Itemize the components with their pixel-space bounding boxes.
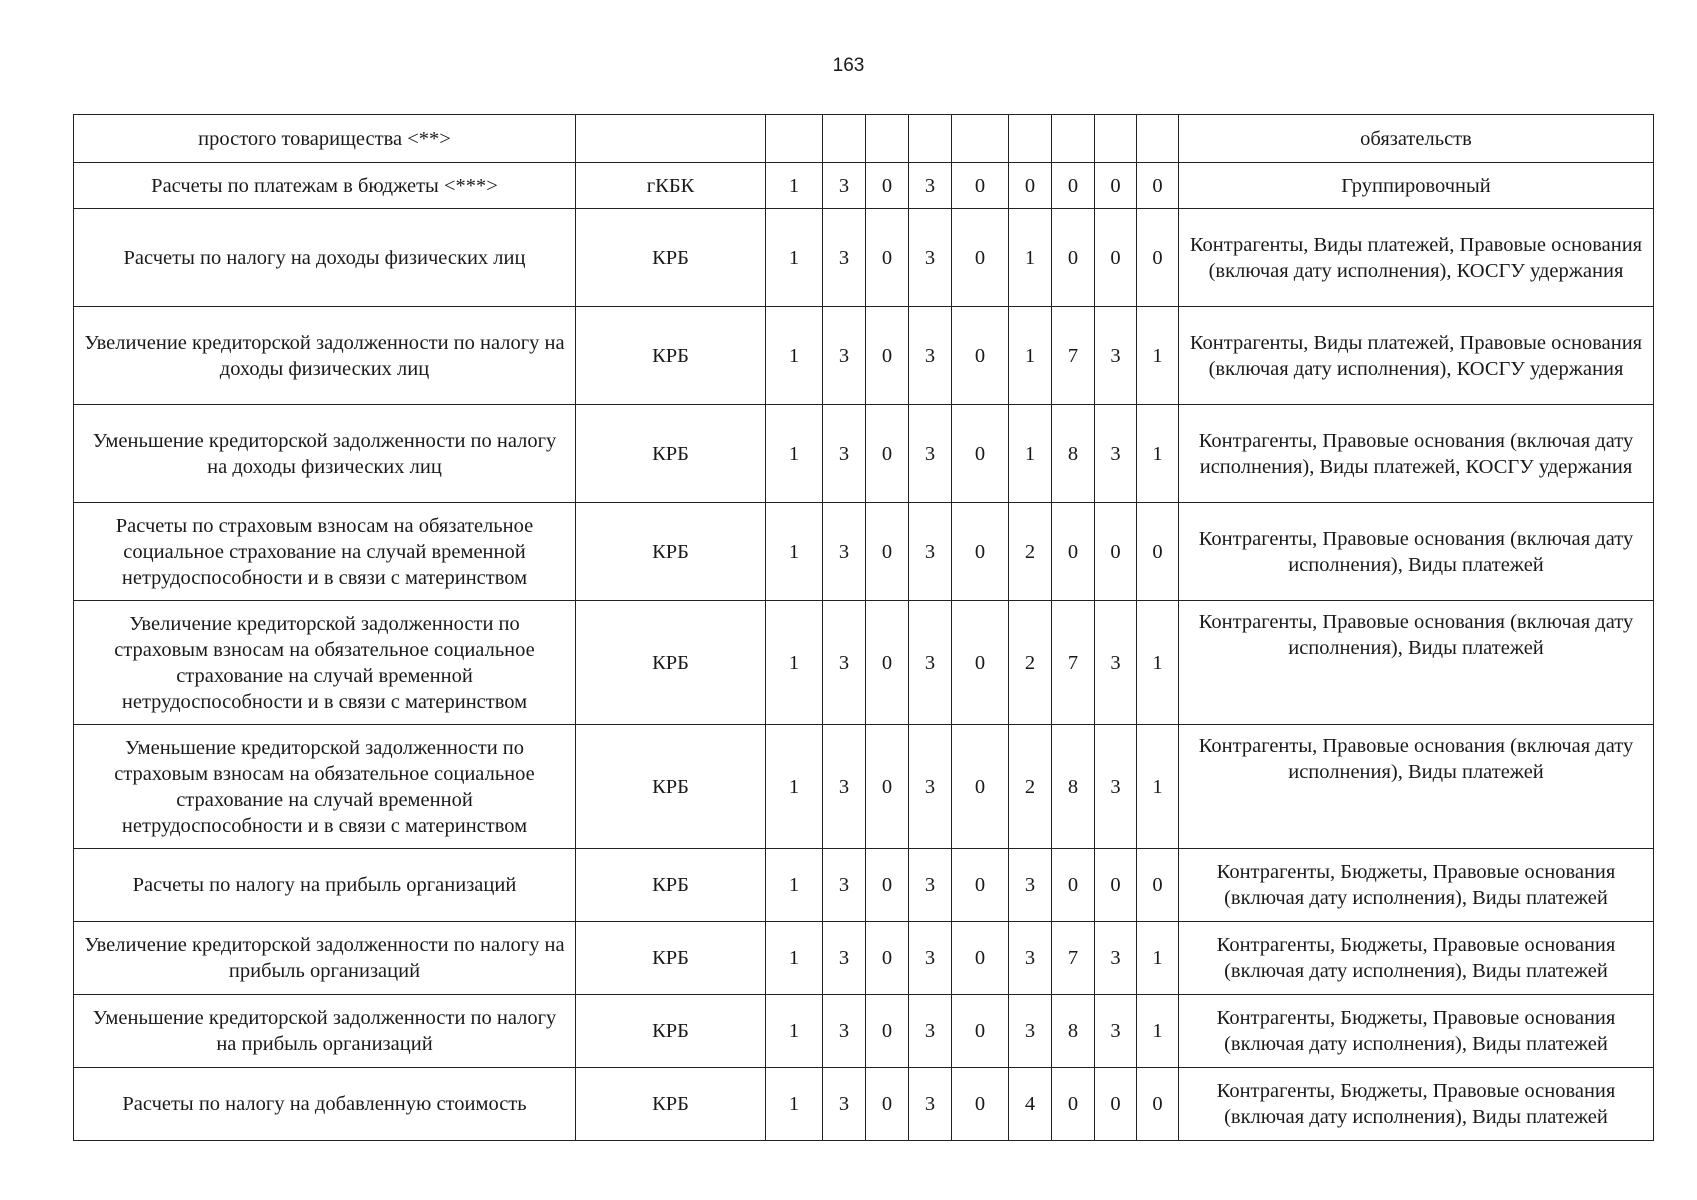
account-kind-cell: КРБ: [576, 503, 766, 601]
account-name-cell: Увеличение кредиторской задолженности по страховым взносам на обязательное социальное страхование на случай временной нетрудоспособности и в связи с материнством: [74, 601, 576, 725]
account-digit-cell: 3: [823, 995, 866, 1068]
account-digit-cell: 1: [766, 163, 823, 209]
account-digit-cell: 1: [766, 849, 823, 922]
account-name-cell: Расчеты по платежам в бюджеты <***>: [74, 163, 576, 209]
analytics-cell: Контрагенты, Правовые основания (включая дату исполнения), Виды платежей, КОСГУ удержания: [1179, 405, 1654, 503]
account-digit-cell: 1: [766, 405, 823, 503]
account-digit-cell: 3: [823, 601, 866, 725]
account-digit-cell: 3: [823, 922, 866, 995]
account-digit-cell: 3: [909, 849, 952, 922]
account-digit-cell: 1: [766, 922, 823, 995]
account-name-cell: Расчеты по страховым взносам на обязательное социальное страхование на случай временной нетрудоспособности и в связи с материнством: [74, 503, 576, 601]
account-digit-cell: 0: [1095, 163, 1137, 209]
account-digit-cell: 1: [1137, 922, 1179, 995]
account-digit-cell: 3: [909, 922, 952, 995]
account-digit-cell: 0: [952, 601, 1009, 725]
account-digit-cell: 0: [952, 503, 1009, 601]
account-digit-cell: 0: [952, 1068, 1009, 1141]
account-digit-cell: 1: [766, 725, 823, 849]
account-digit-cell: 0: [952, 849, 1009, 922]
account-digit-cell: 3: [1095, 307, 1137, 405]
table-row: [74, 725, 1654, 849]
account-name-cell: Расчеты по налогу на добавленную стоимость: [74, 1068, 576, 1141]
account-digit-cell: 0: [866, 1068, 909, 1141]
account-digit-cell: 0: [866, 995, 909, 1068]
analytics-cell: Контрагенты, Виды платежей, Правовые основания (включая дату исполнения), КОСГУ удержания: [1179, 307, 1654, 405]
analytics-cell: Контрагенты, Правовые основания (включая дату исполнения), Виды платежей: [1179, 503, 1654, 601]
table-row: [74, 405, 1654, 503]
account-digit-cell: 1: [1009, 209, 1052, 307]
account-digit-cell: 0: [1052, 503, 1095, 601]
account-digit-cell: 3: [823, 163, 866, 209]
table-row: [74, 209, 1654, 307]
account-kind-cell: КРБ: [576, 405, 766, 503]
account-kind-cell: гКБК: [576, 163, 766, 209]
account-digit-cell: 0: [1052, 163, 1095, 209]
table-row: [74, 922, 1654, 995]
account-kind-cell: КРБ: [576, 601, 766, 725]
account-digit-cell: 0: [1052, 849, 1095, 922]
account-digit-cell: 0: [1052, 1068, 1095, 1141]
account-digit-cell: 3: [823, 307, 866, 405]
table-row: [74, 601, 1654, 725]
account-digit-cell: 0: [866, 307, 909, 405]
account-digit-cell: 2: [1009, 503, 1052, 601]
account-digit-cell: 1: [1009, 307, 1052, 405]
account-digit-cell: [866, 115, 909, 163]
account-digit-cell: 7: [1052, 601, 1095, 725]
analytics-cell: Контрагенты, Бюджеты, Правовые основания (включая дату исполнения), Виды платежей: [1179, 922, 1654, 995]
account-digit-cell: 3: [909, 307, 952, 405]
account-digit-cell: 0: [952, 995, 1009, 1068]
account-digit-cell: 0: [952, 163, 1009, 209]
table-row: [74, 163, 1654, 209]
analytics-cell: Контрагенты, Виды платежей, Правовые основания (включая дату исполнения), КОСГУ удержания: [1179, 209, 1654, 307]
account-digit-cell: 1: [766, 1068, 823, 1141]
account-digit-cell: [1137, 115, 1179, 163]
account-digit-cell: 1: [766, 503, 823, 601]
account-digit-cell: 0: [866, 601, 909, 725]
account-digit-cell: 0: [1009, 163, 1052, 209]
accounts-table: [73, 114, 1654, 1141]
account-digit-cell: 0: [952, 725, 1009, 849]
account-digit-cell: 0: [1052, 209, 1095, 307]
account-kind-cell: КРБ: [576, 1068, 766, 1141]
account-digit-cell: 0: [952, 405, 1009, 503]
account-digit-cell: 3: [909, 163, 952, 209]
table-row: [74, 849, 1654, 922]
account-digit-cell: 3: [1009, 849, 1052, 922]
account-kind-cell: КРБ: [576, 922, 766, 995]
account-digit-cell: 0: [952, 922, 1009, 995]
account-digit-cell: 1: [766, 601, 823, 725]
account-digit-cell: 3: [909, 725, 952, 849]
account-digit-cell: [1095, 115, 1137, 163]
account-digit-cell: 3: [1009, 995, 1052, 1068]
account-digit-cell: 0: [1095, 209, 1137, 307]
table-row: [74, 115, 1654, 163]
account-digit-cell: 3: [909, 601, 952, 725]
account-digit-cell: 0: [1095, 1068, 1137, 1141]
account-digit-cell: 0: [866, 849, 909, 922]
account-digit-cell: 3: [1095, 601, 1137, 725]
account-digit-cell: 4: [1009, 1068, 1052, 1141]
table-row: [74, 1068, 1654, 1141]
account-digit-cell: 8: [1052, 725, 1095, 849]
account-digit-cell: [909, 115, 952, 163]
account-digit-cell: 0: [952, 209, 1009, 307]
account-digit-cell: 1: [1137, 405, 1179, 503]
account-digit-cell: 3: [823, 405, 866, 503]
analytics-cell: Контрагенты, Правовые основания (включая дату исполнения), Виды платежей: [1179, 601, 1654, 725]
account-name-cell: Уменьшение кредиторской задолженности по налогу на доходы физических лиц: [74, 405, 576, 503]
analytics-cell: Контрагенты, Бюджеты, Правовые основания (включая дату исполнения), Виды платежей: [1179, 995, 1654, 1068]
account-kind-cell: КРБ: [576, 725, 766, 849]
account-digit-cell: 7: [1052, 922, 1095, 995]
account-digit-cell: 0: [1137, 503, 1179, 601]
account-digit-cell: 1: [1137, 725, 1179, 849]
account-digit-cell: 3: [823, 209, 866, 307]
account-name-cell: Уменьшение кредиторской задолженности по налогу на прибыль организаций: [74, 995, 576, 1068]
account-digit-cell: [952, 115, 1009, 163]
table-row: [74, 995, 1654, 1068]
account-digit-cell: 2: [1009, 601, 1052, 725]
account-digit-cell: [766, 115, 823, 163]
account-digit-cell: 8: [1052, 405, 1095, 503]
account-digit-cell: 3: [1009, 922, 1052, 995]
account-digit-cell: 1: [766, 307, 823, 405]
account-digit-cell: 3: [1095, 922, 1137, 995]
account-digit-cell: 3: [909, 503, 952, 601]
account-kind-cell: КРБ: [576, 209, 766, 307]
account-digit-cell: 0: [866, 503, 909, 601]
account-digit-cell: 1: [1137, 995, 1179, 1068]
account-digit-cell: 1: [1137, 601, 1179, 725]
table-row: [74, 307, 1654, 405]
account-name-cell: Уменьшение кредиторской задолженности по страховым взносам на обязательное социальное страхование на случай временной нетрудоспособности и в связи с материнством: [74, 725, 576, 849]
analytics-cell: обязательств: [1179, 115, 1654, 163]
account-kind-cell: [576, 115, 766, 163]
account-digit-cell: 3: [823, 503, 866, 601]
account-digit-cell: 0: [866, 405, 909, 503]
account-digit-cell: 1: [766, 995, 823, 1068]
account-digit-cell: 7: [1052, 307, 1095, 405]
account-kind-cell: КРБ: [576, 849, 766, 922]
account-digit-cell: 0: [952, 307, 1009, 405]
account-digit-cell: 0: [866, 209, 909, 307]
account-digit-cell: 1: [766, 209, 823, 307]
account-digit-cell: [823, 115, 866, 163]
account-digit-cell: 3: [1095, 995, 1137, 1068]
account-digit-cell: [1052, 115, 1095, 163]
account-digit-cell: 0: [1137, 209, 1179, 307]
account-digit-cell: 3: [909, 405, 952, 503]
account-name-cell: Увеличение кредиторской задолженности по налогу на доходы физических лиц: [74, 307, 576, 405]
account-digit-cell: 3: [1095, 405, 1137, 503]
account-digit-cell: 0: [866, 163, 909, 209]
account-kind-cell: КРБ: [576, 995, 766, 1068]
account-name-cell: Увеличение кредиторской задолженности по налогу на прибыль организаций: [74, 922, 576, 995]
account-digit-cell: 1: [1137, 307, 1179, 405]
account-digit-cell: 1: [1009, 405, 1052, 503]
account-digit-cell: 0: [866, 725, 909, 849]
account-digit-cell: 3: [909, 209, 952, 307]
account-digit-cell: 0: [1095, 849, 1137, 922]
account-digit-cell: 3: [909, 995, 952, 1068]
table-row: [74, 503, 1654, 601]
account-digit-cell: 0: [866, 922, 909, 995]
account-digit-cell: 8: [1052, 995, 1095, 1068]
account-digit-cell: [1009, 115, 1052, 163]
account-digit-cell: 0: [1137, 1068, 1179, 1141]
account-digit-cell: 0: [1137, 163, 1179, 209]
analytics-cell: Группировочный: [1179, 163, 1654, 209]
account-name-cell: Расчеты по налогу на доходы физических лиц: [74, 209, 576, 307]
analytics-cell: Контрагенты, Правовые основания (включая дату исполнения), Виды платежей: [1179, 725, 1654, 849]
account-digit-cell: 3: [1095, 725, 1137, 849]
account-kind-cell: КРБ: [576, 307, 766, 405]
account-digit-cell: 0: [1095, 503, 1137, 601]
accounts-table-body: [74, 115, 1654, 1141]
account-name-cell: Расчеты по налогу на прибыль организаций: [74, 849, 576, 922]
account-digit-cell: 3: [909, 1068, 952, 1141]
account-digit-cell: 3: [823, 849, 866, 922]
account-digit-cell: 2: [1009, 725, 1052, 849]
account-digit-cell: 3: [823, 1068, 866, 1141]
account-digit-cell: 0: [1137, 849, 1179, 922]
page-number: 163: [832, 55, 865, 76]
account-digit-cell: 3: [823, 725, 866, 849]
analytics-cell: Контрагенты, Бюджеты, Правовые основания (включая дату исполнения), Виды платежей: [1179, 1068, 1654, 1141]
analytics-cell: Контрагенты, Бюджеты, Правовые основания (включая дату исполнения), Виды платежей: [1179, 849, 1654, 922]
account-name-cell: простого товарищества <**>: [74, 115, 576, 163]
